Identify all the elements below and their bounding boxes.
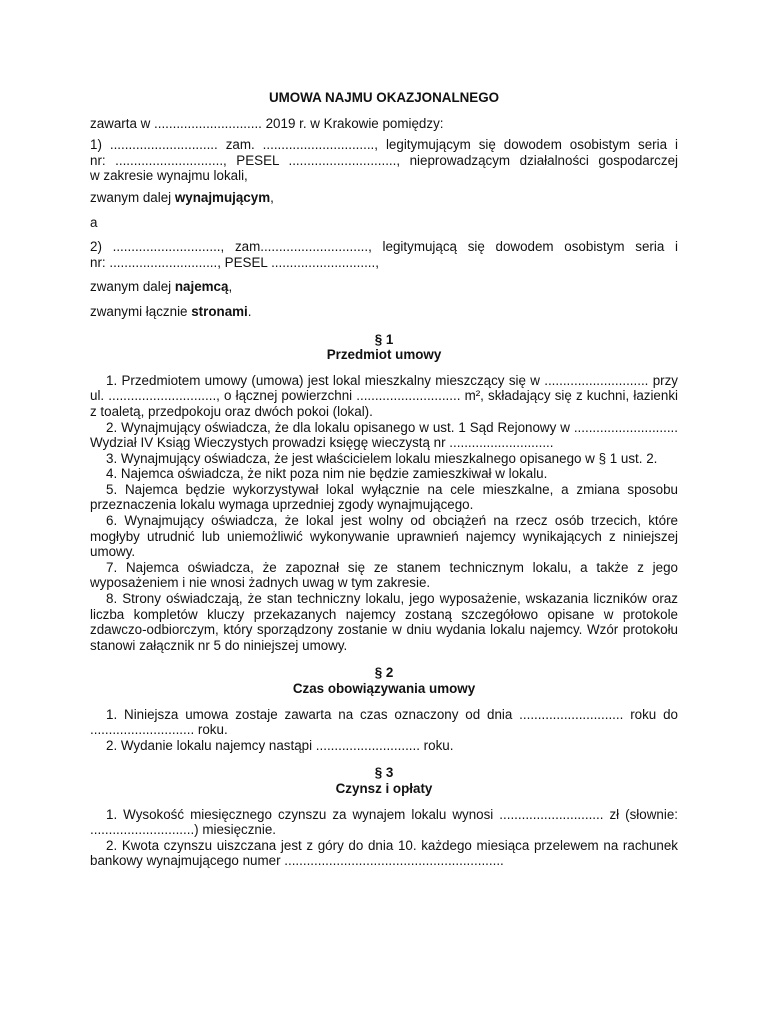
party2-block: [90, 239, 678, 270]
section-item: 8. Strony oświadczają, że stan techniczny lokalu, jego wyposażenie, wskazania liczników oraz liczba kompletów kluczy przekazanych najemcy zostaną szczegółowo opisane w protokole zdawczo-odbiorczym, który sporządzony zostanie w dniu wydania lokalu najemcy. Wzór protokołu stanowi załącznik nr 5 do niniejszej umowy.: [90, 591, 678, 653]
conjunction: a: [90, 214, 98, 230]
section-title: Przedmiot umowy: [326, 347, 442, 363]
parties-name: stronami: [191, 303, 248, 319]
party1-block: [90, 137, 678, 184]
party2-line: 2) ............................., zam............................., legitymującą się dowodem osobistym seria i: [90, 239, 678, 255]
party1-role-prefix: zwanym dalej: [90, 189, 175, 205]
parties-definition: [90, 304, 678, 320]
party1-line: w zakresie wynajmu lokali,: [90, 168, 248, 184]
section-item: 3. Wynajmujący oświadcza, że jest właścicielem lokalu mieszkalnego opisanego w § 1 ust. 2.: [106, 450, 658, 466]
party1-role-name: wynajmującym: [174, 189, 271, 205]
section-number: § 3: [374, 765, 394, 781]
section-item: 2. Wydanie lokalu najemcy nastąpi ............................ roku.: [106, 737, 454, 753]
section-2: [90, 665, 678, 753]
section-item: 6. Wynajmujący oświadcza, że lokal jest wolny od obciążeń na rzecz osób trzecich, które mogłyby utrudnić lub uniemożliwić wykonywanie uprawnień najemcy wynikających z niniejszej umowy.: [90, 513, 678, 560]
section-item: 1. Przedmiotem umowy (umowa) jest lokal mieszkalny mieszczący się w ............................ przy ul. ............................., o łącznej powierzchni ............................ m², składający się z kuchni, łazienki z toaletą, przedpokoju oraz dwóch pokoi (lokal).: [90, 372, 678, 419]
party1-line: 1) ............................. zam. .............................., legitymującym się dowodem osobistym seria i: [90, 137, 678, 153]
section-1: [90, 332, 678, 654]
party1-role-suffix: ,: [270, 189, 274, 205]
section-title: Czas obowiązywania umowy: [292, 681, 476, 696]
section-item: 7. Najemca oświadcza, że zapoznał się ze stanem technicznym lokalu, a także z jego wyposażeniem i nie wnosi żadnych uwag w tym zakresie.: [90, 559, 678, 591]
party2-role-prefix: zwanym dalej: [90, 279, 175, 295]
section-item: 5. Najemca będzie wykorzystywał lokal wyłącznie na cele mieszkalne, a zmiana sposobu przeznaczenia lokalu wymaga uprzedniej zgody wynajmującego.: [90, 481, 678, 513]
party1-role: [90, 190, 678, 206]
section-number: § 2: [374, 665, 394, 681]
parties-suffix: .: [247, 303, 252, 319]
section-item: 1. Wysokość miesięcznego czynszu za wynajem lokalu wynosi ............................ zł (słownie: ............................) miesięcznie.: [90, 806, 678, 838]
section-item: 4. Najemca oświadcza, że nikt poza nim nie będzie zamieszkiwał w lokalu.: [106, 466, 548, 482]
section-number: § 1: [374, 331, 394, 347]
section-item: 2. Kwota czynszu uiszczana jest z góry do dnia 10. każdego miesiąca przelewem na rachunek bankowy wynajmującego numer ...........................................................: [90, 837, 678, 869]
section-3: [90, 765, 678, 869]
party2-role-name: najemcą: [174, 279, 229, 295]
parties-prefix: zwanymi łącznie: [90, 303, 192, 319]
party1-line: nr: ............................., PESEL ............................., nieprowadzącym działalności gospodarczej: [90, 152, 678, 168]
party2-line: nr: ............................., PESEL ............................,: [90, 254, 379, 270]
intro-line: zawarta w ............................. 2019 r. w Krakowie pomiędzy:: [90, 115, 444, 131]
document-title: UMOWA NAJMU OKAZJONALNEGO: [268, 90, 500, 105]
party2-role: [90, 279, 678, 295]
party2-role-suffix: ,: [228, 279, 233, 295]
section-item: 1. Niniejsza umowa zostaje zawarta na czas oznaczony od dnia ............................ roku do ............................ roku.: [90, 706, 678, 738]
section-item: 2. Wynajmujący oświadcza, że dla lokalu opisanego w ust. 1 Sąd Rejonowy w ............................ Wydział IV Ksiąg Wieczystych prowadzi księgę wieczystą nr ............................: [90, 419, 678, 451]
section-title: Czynsz i opłaty: [335, 780, 433, 796]
